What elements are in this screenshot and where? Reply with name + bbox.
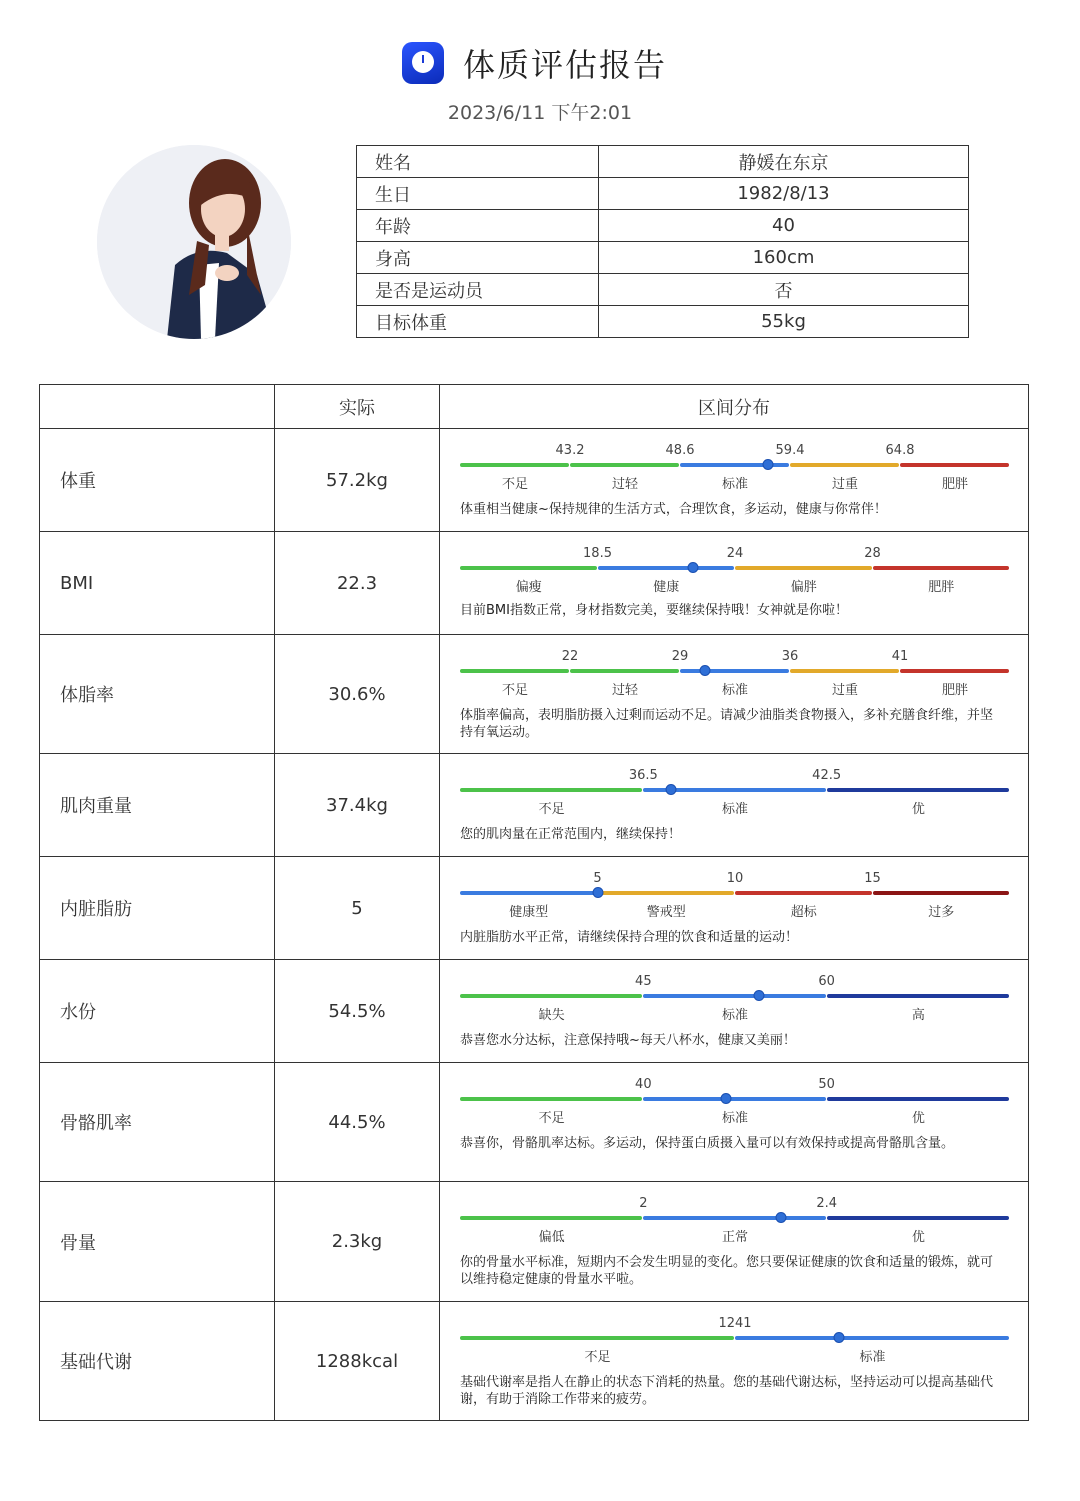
scale-app-icon xyxy=(402,42,444,84)
range-segment xyxy=(460,1097,642,1101)
profile-value: 静媛在东京 xyxy=(599,146,969,178)
header-cell-distribution: 区间分布 xyxy=(698,397,770,419)
range-category-label: 偏胖 xyxy=(790,580,817,595)
range-category-label: 超标 xyxy=(790,905,817,920)
profile-label: 是否是运动员 xyxy=(357,274,599,306)
range-tick-label: 15 xyxy=(864,871,881,886)
metric-description: 目前BMI指数正常，身材指数完美，要继续保持哦！女神就是你啦！ xyxy=(460,603,848,618)
range-category-label: 标准 xyxy=(721,1008,749,1023)
range-tick-label: 2 xyxy=(639,1196,648,1211)
metric-description: 恭喜你，骨骼肌率达标。多运动，保持蛋白质摄入量可以有效保持或提高骨骼肌含量。 xyxy=(460,1136,955,1151)
range-category-label: 过轻 xyxy=(611,683,639,698)
range-tick-label: 41 xyxy=(891,649,909,664)
range-tick-label: 1241 xyxy=(718,1316,752,1331)
range-scale xyxy=(460,1196,1010,1245)
range-segment xyxy=(598,891,735,895)
metric-name: 体脂率 xyxy=(40,635,275,753)
profile-value: 1982/8/13 xyxy=(599,178,969,210)
profile-value: 40 xyxy=(599,210,969,242)
metric-distribution xyxy=(440,960,1028,1062)
range-segment xyxy=(827,1216,1009,1220)
range-category-label: 不足 xyxy=(501,683,529,698)
value-marker xyxy=(700,665,711,676)
range-scale xyxy=(460,1077,1010,1126)
report-header xyxy=(0,38,1080,98)
range-segment xyxy=(827,788,1009,792)
metric-actual-value: 57.2kg xyxy=(275,429,440,531)
range-tick-label: 50 xyxy=(818,1077,835,1092)
profile-label: 姓名 xyxy=(357,146,599,178)
range-tick-label: 28 xyxy=(864,546,881,561)
range-tick-label: 42.5 xyxy=(812,768,842,783)
metric-distribution xyxy=(440,635,1028,753)
range-scale xyxy=(460,649,1010,698)
profile-label: 生日 xyxy=(357,178,599,210)
profile-label: 身高 xyxy=(357,242,599,274)
range-scale xyxy=(460,768,1010,817)
metric-actual-value: 5 xyxy=(275,857,440,959)
value-marker xyxy=(762,459,773,470)
range-category-label: 优 xyxy=(911,802,925,817)
profile-row xyxy=(357,178,969,210)
range-segment xyxy=(873,891,1010,895)
range-category-label: 标准 xyxy=(721,802,749,817)
metrics-table xyxy=(39,384,1029,1421)
range-tick-label: 18.5 xyxy=(583,546,612,561)
avatar xyxy=(97,145,291,339)
metric-name: 肌肉重量 xyxy=(40,754,275,856)
profile-row xyxy=(357,274,969,306)
metric-distribution xyxy=(440,754,1028,856)
metric-actual-value: 2.3kg xyxy=(275,1182,440,1301)
metric-row xyxy=(40,1062,1028,1181)
range-segment xyxy=(735,566,872,570)
range-category-label: 肥胖 xyxy=(941,683,969,698)
metric-name: 基础代谢 xyxy=(40,1302,275,1420)
metric-distribution xyxy=(440,1063,1028,1181)
range-category-label: 肥胖 xyxy=(928,580,955,595)
user-avatar-icon xyxy=(97,145,291,339)
metric-name: 水份 xyxy=(40,960,275,1062)
profile-label: 年龄 xyxy=(357,210,599,242)
range-category-label: 过多 xyxy=(928,905,955,920)
metric-row xyxy=(40,634,1028,753)
value-marker xyxy=(665,784,676,795)
range-segment xyxy=(460,463,569,467)
value-marker xyxy=(754,990,765,1001)
range-tick-label: 60 xyxy=(818,974,835,989)
metric-actual-value: 22.3 xyxy=(275,532,440,634)
range-segment xyxy=(790,463,899,467)
range-scale xyxy=(460,546,1010,595)
range-category-label: 标准 xyxy=(721,1111,749,1126)
metric-row xyxy=(40,1301,1028,1420)
metric-distribution xyxy=(440,532,1028,634)
range-segment xyxy=(827,1097,1009,1101)
metric-name: 骨量 xyxy=(40,1182,275,1301)
range-tick-label: 2.4 xyxy=(816,1196,837,1211)
metric-distribution xyxy=(440,429,1028,531)
range-segment xyxy=(735,1336,1009,1340)
range-category-label: 不足 xyxy=(538,802,565,817)
range-scale xyxy=(460,974,1010,1023)
metric-description: 内脏脂肪水平正常，请继续保持合理的饮食和适量的运动！ xyxy=(460,930,799,945)
metric-row xyxy=(40,959,1028,1062)
range-segment xyxy=(790,669,899,673)
value-marker xyxy=(687,562,698,573)
range-segment xyxy=(460,1336,734,1340)
range-category-label: 肥胖 xyxy=(941,477,969,492)
range-tick-label: 36.5 xyxy=(628,768,658,783)
range-category-label: 健康 xyxy=(653,580,680,595)
range-category-label: 缺失 xyxy=(538,1008,565,1023)
profile-row xyxy=(357,146,969,178)
metric-name: 内脏脂肪 xyxy=(40,857,275,959)
range-segment xyxy=(900,669,1009,673)
profile-value: 否 xyxy=(599,274,969,306)
range-tick-label: 45 xyxy=(635,974,652,989)
range-tick-label: 64.8 xyxy=(885,443,915,458)
range-segment xyxy=(460,891,597,895)
metric-actual-value: 1288kcal xyxy=(275,1302,440,1420)
range-segment xyxy=(570,669,679,673)
range-tick-label: 22 xyxy=(561,649,579,664)
profile-label: 目标体重 xyxy=(357,306,599,338)
range-category-label: 正常 xyxy=(721,1230,749,1245)
range-category-label: 高 xyxy=(911,1008,925,1023)
metrics-header-row xyxy=(40,385,1028,428)
profile-row xyxy=(357,306,969,338)
range-segment xyxy=(735,891,872,895)
profile-value: 55kg xyxy=(599,306,969,338)
metric-row xyxy=(40,1181,1028,1301)
metric-row xyxy=(40,531,1028,634)
value-marker xyxy=(834,1332,845,1343)
range-category-label: 警戒型 xyxy=(646,905,686,920)
range-scale xyxy=(460,1316,1010,1365)
page-title: 体质评估报告 xyxy=(463,46,668,84)
metric-distribution xyxy=(440,1302,1028,1420)
range-category-label: 健康型 xyxy=(509,905,549,920)
value-marker xyxy=(592,887,603,898)
metric-description: 体重相当健康~保持规律的生活方式，合理饮食，多运动，健康与你常伴！ xyxy=(460,502,887,517)
report-timestamp: 2023/6/11 下午2:01 xyxy=(447,102,633,124)
range-category-label: 标准 xyxy=(721,683,749,698)
metric-actual-value: 30.6% xyxy=(275,635,440,753)
profile-table xyxy=(356,145,969,338)
metric-name: 体重 xyxy=(40,429,275,531)
range-tick-label: 36 xyxy=(781,649,799,664)
range-category-label: 不足 xyxy=(584,1350,611,1365)
metric-name: 骨骼肌率 xyxy=(40,1063,275,1181)
header-cell-metric xyxy=(40,385,275,428)
range-category-label: 不足 xyxy=(538,1111,565,1126)
range-tick-label: 24 xyxy=(726,546,744,561)
range-segment xyxy=(680,669,789,673)
metric-distribution xyxy=(440,1182,1028,1301)
metric-actual-value: 54.5% xyxy=(275,960,440,1062)
range-category-label: 不足 xyxy=(501,477,529,492)
value-marker xyxy=(720,1093,731,1104)
range-segment xyxy=(460,994,642,998)
metric-row xyxy=(40,856,1028,959)
metric-actual-value: 44.5% xyxy=(275,1063,440,1181)
range-category-label: 标准 xyxy=(721,477,749,492)
profile-value: 160cm xyxy=(599,242,969,274)
metric-actual-value: 37.4kg xyxy=(275,754,440,856)
value-marker xyxy=(775,1212,786,1223)
range-tick-label: 48.6 xyxy=(665,443,695,458)
range-segment xyxy=(643,1216,825,1220)
range-scale xyxy=(460,443,1010,492)
metric-description: 基础代谢率是指人在静止的状态下消耗的热量。您的基础代谢达标，坚持运动可以提高基础代谢，有助于消除工作带来的疲劳。 xyxy=(460,1375,994,1407)
range-segment xyxy=(460,566,597,570)
range-segment xyxy=(643,994,825,998)
metric-description: 体脂率偏高，表明脂肪摄入过剩而运动不足。请减少油脂类食物摄入，多补充膳食纤维，并坚持有氧运动。 xyxy=(460,708,994,740)
range-tick-label: 40 xyxy=(635,1077,652,1092)
range-tick-label: 43.2 xyxy=(555,443,585,458)
range-category-label: 过轻 xyxy=(611,477,639,492)
range-category-label: 优 xyxy=(911,1230,925,1245)
profile-row xyxy=(357,210,969,242)
range-segment xyxy=(460,788,642,792)
range-segment xyxy=(460,1216,642,1220)
metric-row xyxy=(40,753,1028,856)
metric-description: 恭喜您水分达标，注意保持哦~每天八杯水，健康又美丽！ xyxy=(460,1033,796,1048)
range-segment xyxy=(570,463,679,467)
range-segment xyxy=(900,463,1009,467)
range-segment xyxy=(460,669,569,673)
metric-name: BMI xyxy=(40,532,275,634)
profile-row xyxy=(357,242,969,274)
range-category-label: 过重 xyxy=(831,477,859,492)
range-segment xyxy=(598,566,735,570)
metric-description: 您的肌肉量在正常范围内，继续保持！ xyxy=(460,827,682,842)
range-category-label: 优 xyxy=(911,1111,925,1126)
range-segment xyxy=(643,1097,825,1101)
range-category-label: 过重 xyxy=(831,683,859,698)
metric-distribution xyxy=(440,857,1028,959)
range-category-label: 偏瘦 xyxy=(515,580,542,595)
range-tick-label: 59.4 xyxy=(775,443,805,458)
range-category-label: 偏低 xyxy=(538,1230,565,1245)
range-scale xyxy=(460,871,1010,920)
metric-description: 你的骨量水平标准，短期内不会发生明显的变化。您只要保证健康的饮食和适量的锻炼，就可以维持稳定健康的骨量水平啦。 xyxy=(460,1255,994,1287)
range-segment xyxy=(873,566,1010,570)
range-tick-label: 5 xyxy=(593,871,602,886)
range-tick-label: 29 xyxy=(671,649,689,664)
metric-row xyxy=(40,428,1028,531)
range-segment xyxy=(827,994,1009,998)
range-tick-label: 10 xyxy=(726,871,744,886)
range-category-label: 标准 xyxy=(859,1350,886,1365)
header-cell-actual: 实际 xyxy=(275,385,440,428)
